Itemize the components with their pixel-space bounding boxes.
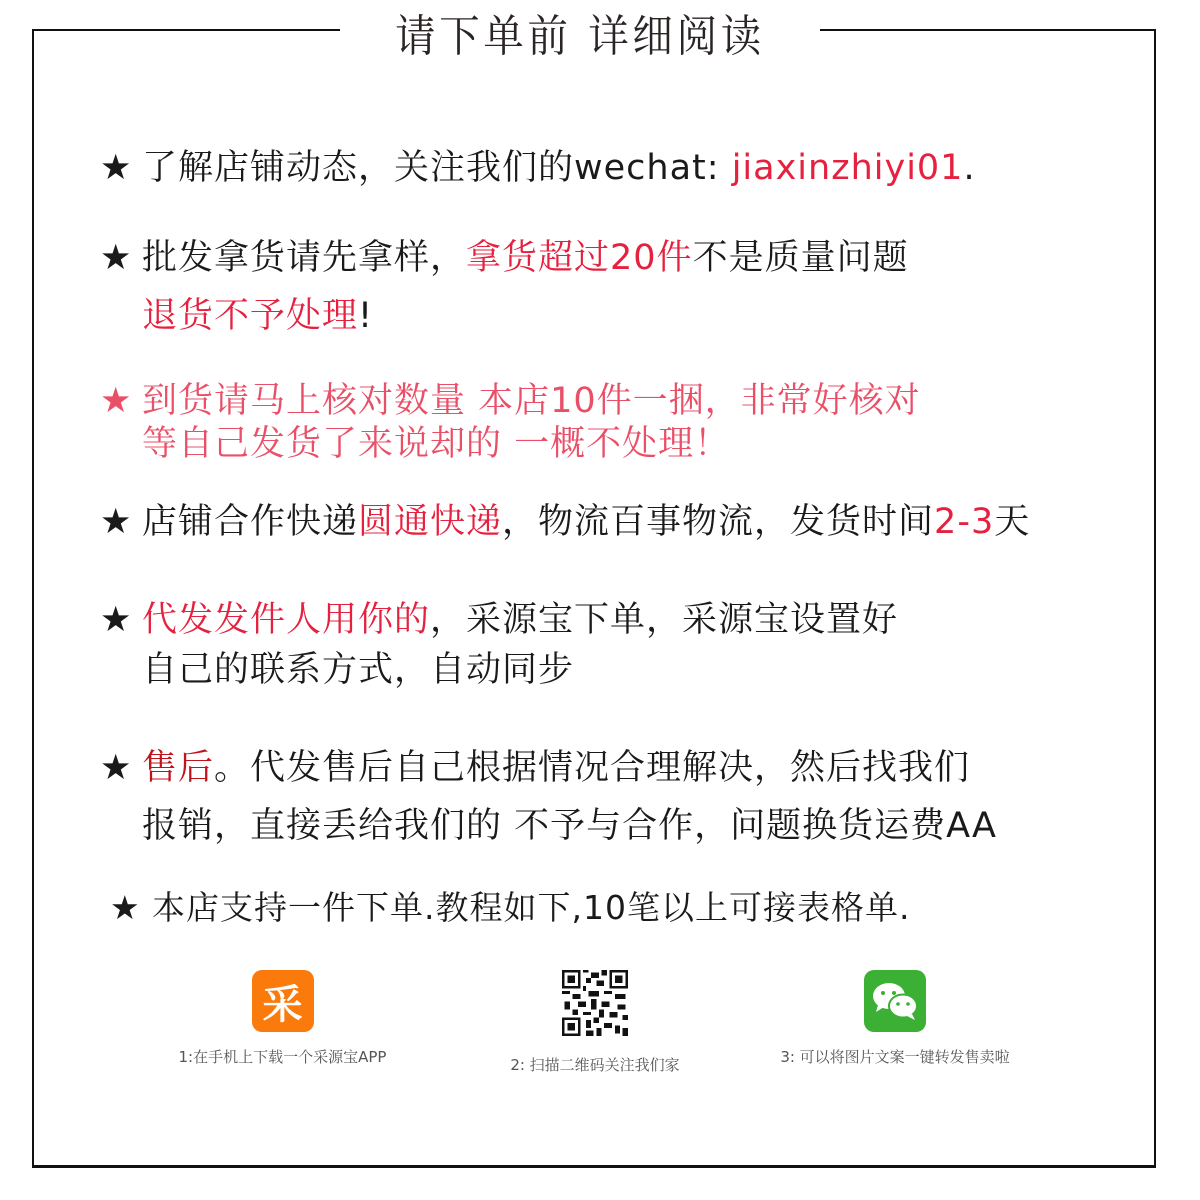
notice-wholesale: ★ 批发拿货请先拿样，拿货超过20件不是质量问题 (100, 234, 909, 282)
star-icon: ★ (100, 748, 133, 788)
notice-courier: ★ 店铺合作快递圆通快递，物流百事物流，发货时间2-3天 (100, 498, 1030, 546)
star-icon: ★ (100, 238, 133, 278)
star-icon: ★ (100, 600, 133, 640)
title-banner (340, 0, 820, 64)
page-title: 请下单前 详细阅读 (395, 11, 765, 62)
step-1 (165, 970, 400, 1067)
step-3-label: 3: 可以将图片文案一键转发售卖啦 (780, 1048, 1010, 1066)
step-2 (485, 970, 705, 1075)
notice-single-order: ★ 本店支持一件下单.教程如下,10笔以上可接表格单. (110, 884, 910, 932)
notice-dropship-line2: 自己的联系方式，自动同步 (142, 650, 575, 690)
star-icon: ★ (100, 148, 133, 188)
notice-after-sales: ★ 售后。代发售后自己根据情况合理解决，然后找我们 (100, 744, 970, 792)
wechat-id: jiaxinzhiyi01 (731, 148, 964, 188)
step-2-label: 2: 扫描二维码关注我们家 (510, 1056, 680, 1074)
notice-wechat: ★ 了解店铺动态，关注我们的wechat: jiaxinzhiyi01. (100, 144, 976, 192)
caiyuanbao-app-icon: 采 (252, 970, 314, 1032)
notice-check-quantity-line2: 等自己发货了来说却的 一概不处理！ (142, 424, 731, 464)
notice-after-sales-line2: 报销，直接丢给我们的 不予与合作，问题换货运费AA (142, 806, 997, 846)
star-icon: ★ (100, 502, 133, 542)
step-3 (755, 970, 1035, 1067)
step-1-label: 1:在手机上下载一个采源宝APP (178, 1048, 387, 1066)
star-icon: ★ (110, 888, 141, 927)
notice-dropship: ★ 代发发件人用你的，采源宝下单，采源宝设置好 (100, 596, 898, 644)
wechat-icon (864, 970, 926, 1032)
notice-check-quantity: ★ 到货请马上核对数量 本店10件一捆，非常好核对 (100, 377, 921, 425)
notice-wholesale-line2: 退货不予处理! (142, 296, 374, 336)
star-icon: ★ (100, 381, 133, 421)
qr-code-icon[interactable] (562, 970, 628, 1036)
